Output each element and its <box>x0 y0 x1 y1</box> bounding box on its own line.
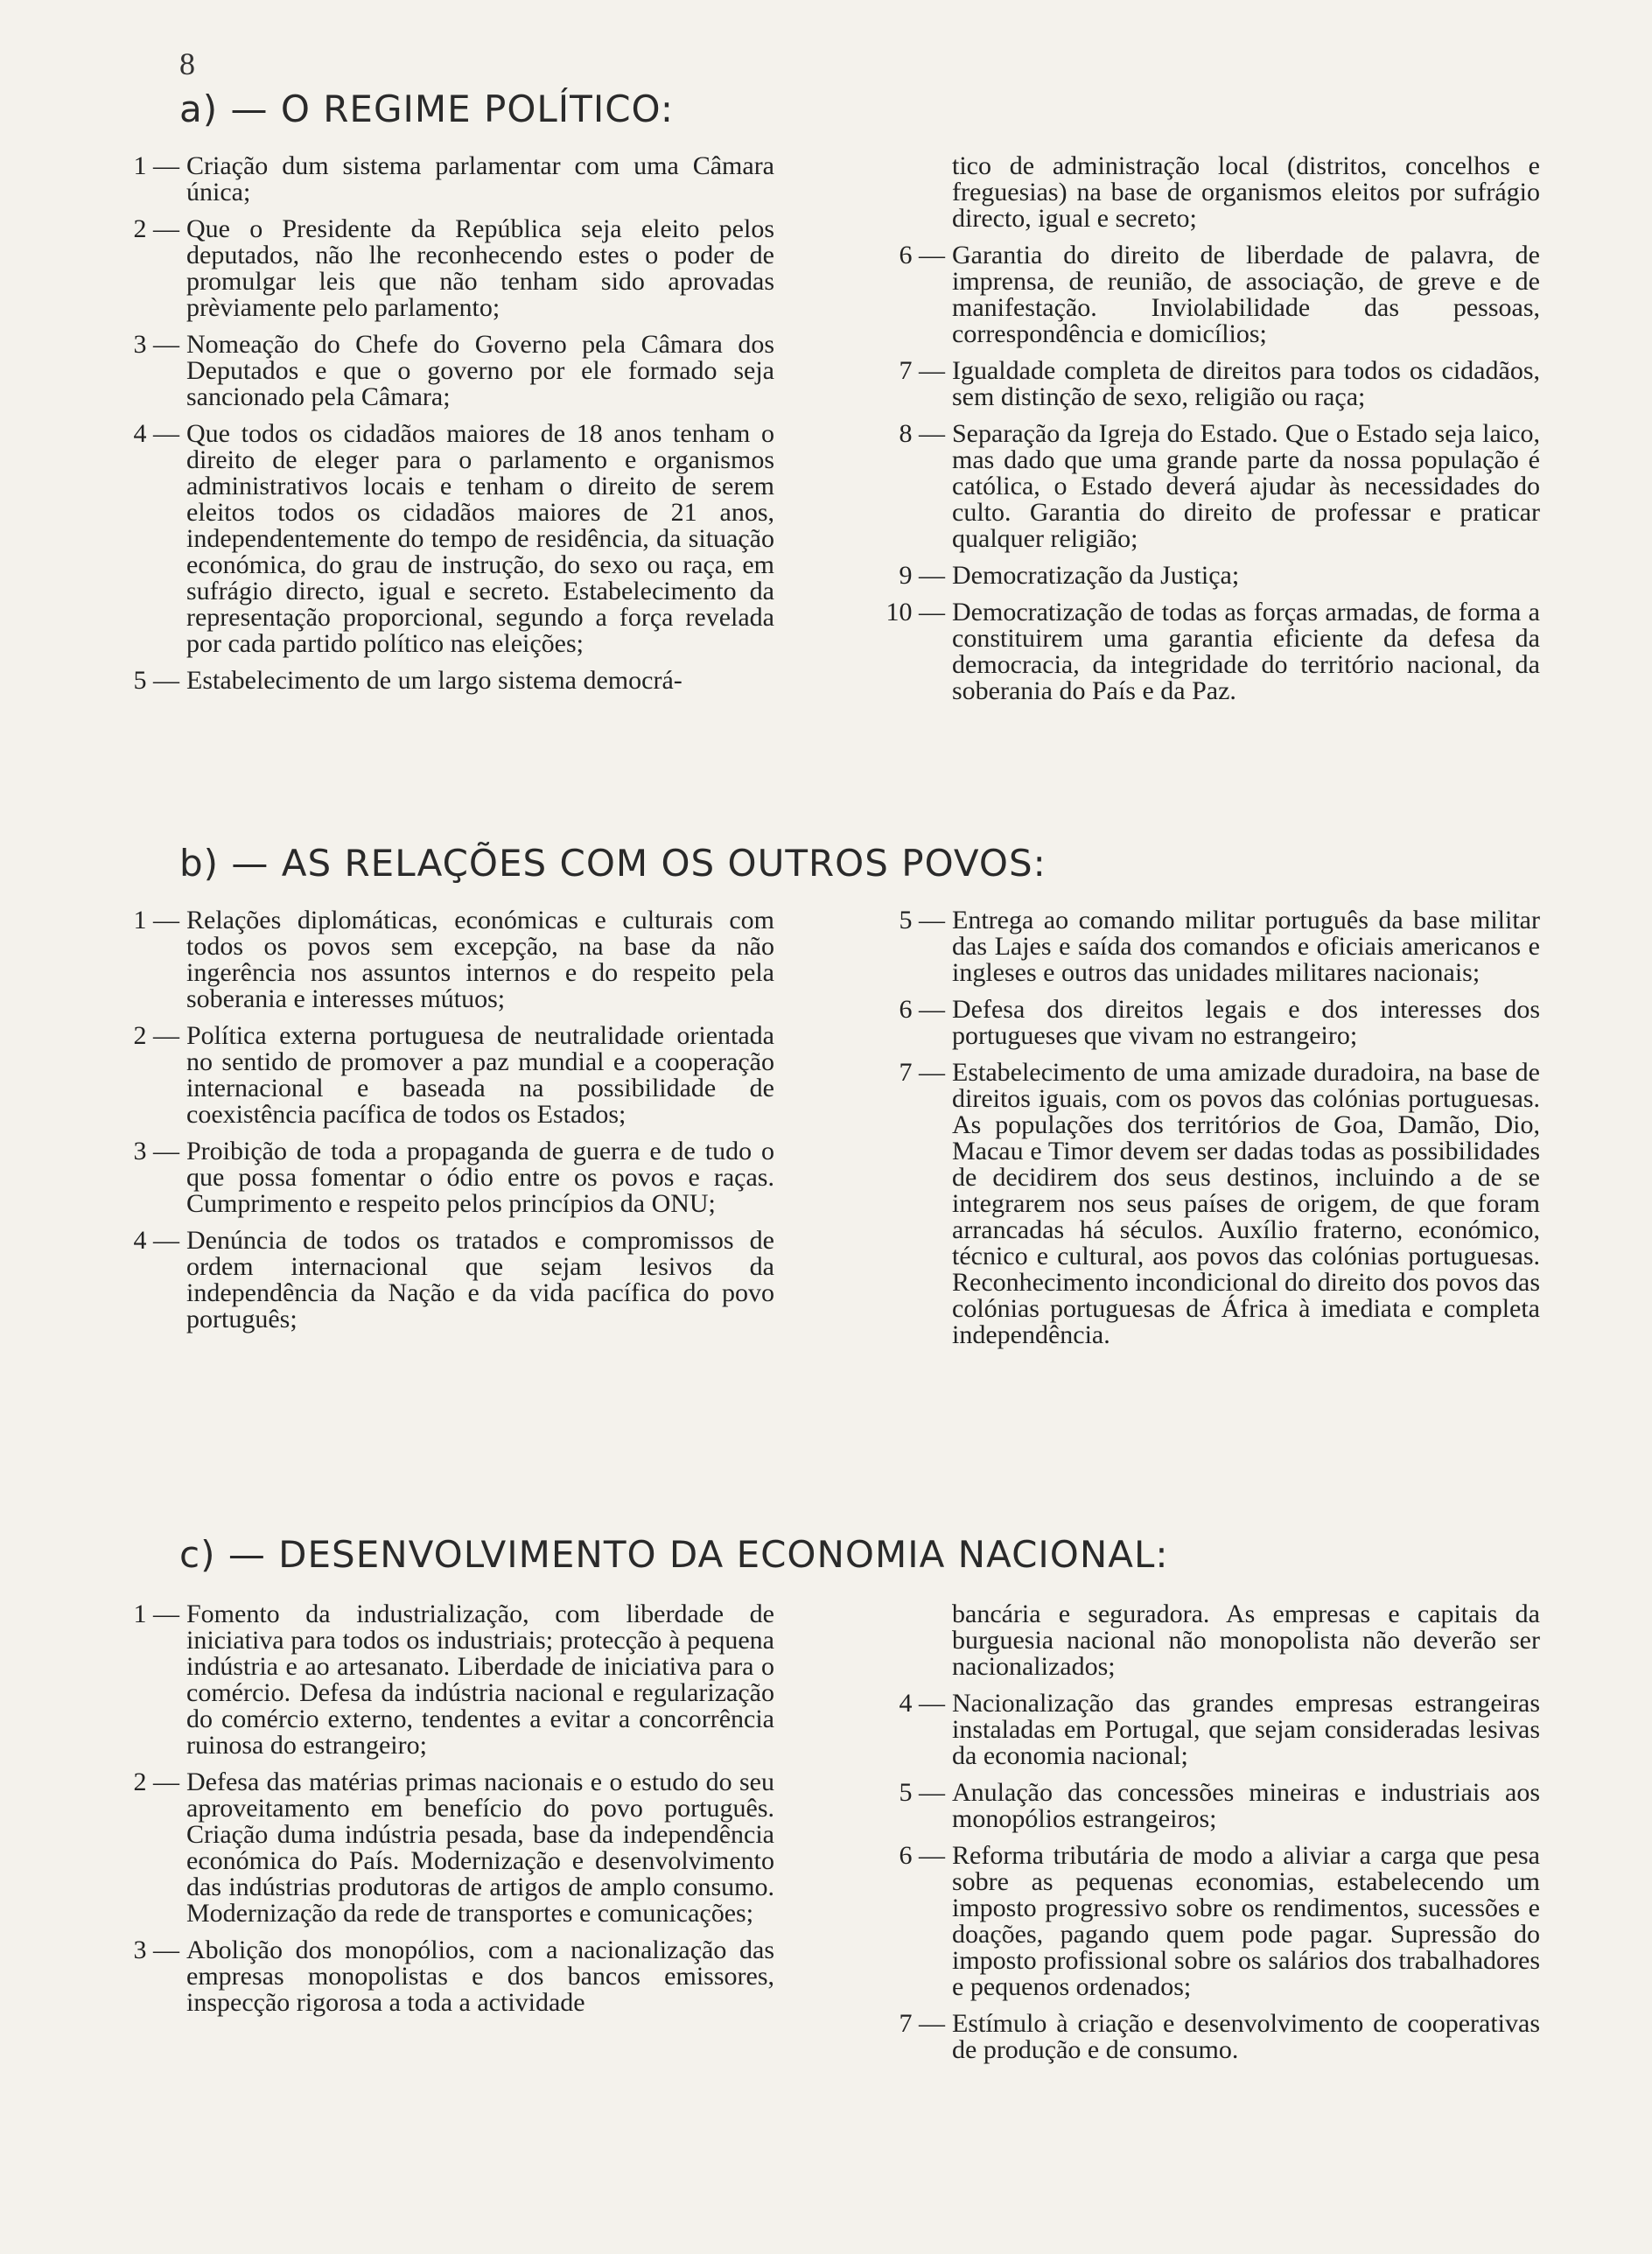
list-item <box>88 907 774 1012</box>
item-number: 1 — <box>133 151 179 180</box>
item-text: Igualdade completa de direitos para todos os cidadãos, sem distinção de sexo, religião ou raça; <box>952 356 1540 411</box>
item-number: 6 — <box>899 995 945 1024</box>
section-heading-a: a) — O REGIME POLÍTICO: <box>179 88 675 130</box>
item-number: 4 — <box>133 1226 179 1255</box>
list-item <box>853 1601 1540 1680</box>
list-item <box>88 332 774 410</box>
item-number: 1 — <box>133 1600 179 1628</box>
list-item <box>853 2011 1540 2063</box>
section-b-right-column <box>853 907 1540 1359</box>
item-number: 3 — <box>133 330 179 359</box>
section-heading-c: c) — DESENVOLVIMENTO DA ECONOMIA NACIONAL: <box>179 1533 1169 1576</box>
item-number: 5 — <box>899 906 945 934</box>
item-text: Que o Presidente da República seja eleito pelos deputados, não lhe reconhecendo estes o poder de promulgar leis que não tenham sido aprovadas prèviamente pelo parlamento; <box>186 214 774 322</box>
item-number: 6 — <box>899 1841 945 1870</box>
item-text: Democratização da Justiça; <box>952 561 1240 590</box>
item-text: Criação dum sistema parlamentar com uma Câmara única; <box>186 151 774 206</box>
list-item <box>88 1937 774 2016</box>
item-number: 9 — <box>899 561 945 590</box>
item-number: 2 — <box>133 1021 179 1050</box>
section-c-left-column <box>88 1601 774 2026</box>
list-item <box>88 1138 774 1217</box>
list-item <box>853 153 1540 232</box>
section-a-right-column <box>853 153 1540 715</box>
item-text: Nacionalização das grandes empresas estrangeiras instaladas em Portugal, que sejam consideradas lesivas da economia nacional; <box>952 1689 1540 1770</box>
item-text: Entrega ao comando militar português da base militar das Lajes e saída dos comandos e oficiais americanos e ingleses e outros das unidades militares nacionais; <box>952 906 1540 987</box>
list-item <box>88 421 774 657</box>
item-text: Garantia do direito de liberdade de palavra, de imprensa, de reunião, de associação, de greve e de manifestação. Inviolabilidade das pessoas, correspondência e domicílios; <box>952 241 1540 348</box>
item-text: Que todos os cidadãos maiores de 18 anos tenham o direito de eleger para o parlamento e organismos administrativos locais e tenham o direito de serem eleitos todos os cidadãos maiores de 21 anos, independentemente do tempo de residência, da situação económica, do grau de instrução, do sexo ou raça, em sufrágio directo, igual e secreto. Estabelecimento da representação proporcional, segundo a força revelada por cada partido político nas eleições; <box>186 419 774 658</box>
list-item <box>853 1843 1540 2000</box>
list-item <box>88 1601 774 1759</box>
item-number: 5 — <box>133 666 179 695</box>
list-item <box>853 358 1540 410</box>
item-text: Anulação das concessões mineiras e industriais aos monopólios estrangeiros; <box>952 1778 1540 1833</box>
item-number: 7 — <box>899 1058 945 1087</box>
item-number: 7 — <box>899 2009 945 2038</box>
item-text: Democratização de todas as forças armadas, de forma a constituirem uma garantia eficiente da defesa da democracia, da integridade do território nacional, da soberania do País e da Paz. <box>952 598 1540 705</box>
item-number: 5 — <box>899 1778 945 1807</box>
item-text: tico de administração local (distritos, concelhos e freguesias) na base de organismos eleitos por sufrágio directo, igual e secreto; <box>952 151 1540 233</box>
item-number: 4 — <box>899 1689 945 1718</box>
list-item <box>853 907 1540 986</box>
item-number: 10 — <box>886 598 945 626</box>
item-text: Relações diplomáticas, económicas e culturais com todos os povos sem excepção, na base da não ingerência nos assuntos internos e do respeito pela soberania e interesses mútuos; <box>186 906 774 1013</box>
item-text: Proibição de toda a propaganda de guerra e de tudo o que possa fomentar o ódio entre os povos e raças. Cumprimento e respeito pelos princípios da ONU; <box>186 1137 774 1218</box>
page-number: 8 <box>179 46 195 81</box>
item-text: Estabelecimento de um largo sistema democrá- <box>186 666 682 695</box>
section-heading-b: b) — AS RELAÇÕES COM OS OUTROS POVOS: <box>179 842 1046 885</box>
item-text: Fomento da industrialização, com liberdade de iniciativa para todos os industriais; protecção à pequena indústria e ao artesanato. Liberdade de iniciativa para o comércio. Defesa da indústria nacional e regularização do comércio externo, tendentes a evitar a concorrência ruinosa do estrangeiro; <box>186 1600 774 1760</box>
list-item <box>853 1690 1540 1769</box>
section-c-right-column <box>853 1601 1540 2074</box>
item-text: Nomeação do Chefe do Governo pela Câmara dos Deputados e que o governo por ele formado seja sancionado pela Câmara; <box>186 330 774 411</box>
item-number: 3 — <box>133 1936 179 1964</box>
list-item <box>853 997 1540 1049</box>
list-item <box>853 421 1540 552</box>
item-text: Denúncia de todos os tratados e compromissos de ordem internacional que sejam lesivos da independência da Nação e da vida pacífica do povo português; <box>186 1226 774 1334</box>
item-text: Defesa das matérias primas nacionais e o estudo do seu aproveitamento em benefício do povo português. Criação duma indústria pesada, base da independência económica do País. Modernização e desenvolvimento das indústrias produtoras de artigos de amplo consumo. Modernização da rede de transportes e comunicações; <box>186 1768 774 1928</box>
item-number: 6 — <box>899 241 945 270</box>
list-item <box>88 1769 774 1927</box>
item-text: Abolição dos monopólios, com a nacionalização das empresas monopolistas e dos bancos emissores, inspecção rigorosa a toda a actividade <box>186 1936 774 2017</box>
item-text: Política externa portuguesa de neutralidade orientada no sentido de promover a paz mundial e a cooperação internacional e baseada na possibilidade de coexistência pacífica de todos os Estados; <box>186 1021 774 1129</box>
list-item <box>853 242 1540 347</box>
item-text: Reforma tributária de modo a aliviar a carga que pesa sobre as pequenas economias, estabelecendo um imposto progressivo sobre os rendimentos, sucessões e doações, pagando quem pode pagar. Supressão do imposto profissional sobre os salários dos trabalhadores e pequenos ordenados; <box>952 1841 1540 2001</box>
item-text: bancária e seguradora. As empresas e capitais da burguesia nacional não monopolista não deverão ser nacionalizados; <box>952 1600 1540 1681</box>
item-text: Estímulo à criação e desenvolvimento de cooperativas de produção e de consumo. <box>952 2009 1540 2064</box>
list-item <box>853 599 1540 704</box>
item-text: Defesa dos direitos legais e dos interesses dos portugueses que vivam no estrangeiro; <box>952 995 1540 1050</box>
item-number: 3 — <box>133 1137 179 1166</box>
section-a-left-column <box>88 153 774 704</box>
section-b-left-column <box>88 907 774 1343</box>
list-item <box>853 563 1540 589</box>
item-number: 4 — <box>133 419 179 448</box>
list-item <box>88 668 774 694</box>
item-number: 1 — <box>133 906 179 934</box>
item-number: 2 — <box>133 1768 179 1796</box>
list-item <box>88 1023 774 1128</box>
item-number: 8 — <box>899 419 945 448</box>
item-number: 2 — <box>133 214 179 243</box>
item-text: Estabelecimento de uma amizade duradoira, na base de direitos iguais, com os povos das colónias portuguesas. As populações dos territórios de Goa, Damão, Dio, Macau e Timor devem ser dadas todas as possibilidades de decidirem dos seus destinos, incluindo a de se integrarem nos seus países de origem, de que foram arrancadas há séculos. Auxílio fraterno, económico, técnico e cultural, aos povos das colónias portuguesas. Reconhecimento incondicional do direito dos povos das colónias portuguesas de África à imediata e completa independência. <box>952 1058 1540 1349</box>
item-text: Separação da Igreja do Estado. Que o Estado seja laico, mas dado que uma grande parte da nossa população é católica, o Estado deverá ajudar às necessidades do culto. Garantia do direito de professar e praticar qualquer religião; <box>952 419 1540 553</box>
list-item <box>853 1060 1540 1348</box>
list-item <box>88 153 774 206</box>
list-item <box>88 216 774 321</box>
list-item <box>853 1780 1540 1832</box>
list-item <box>88 1228 774 1333</box>
item-number: 7 — <box>899 356 945 385</box>
